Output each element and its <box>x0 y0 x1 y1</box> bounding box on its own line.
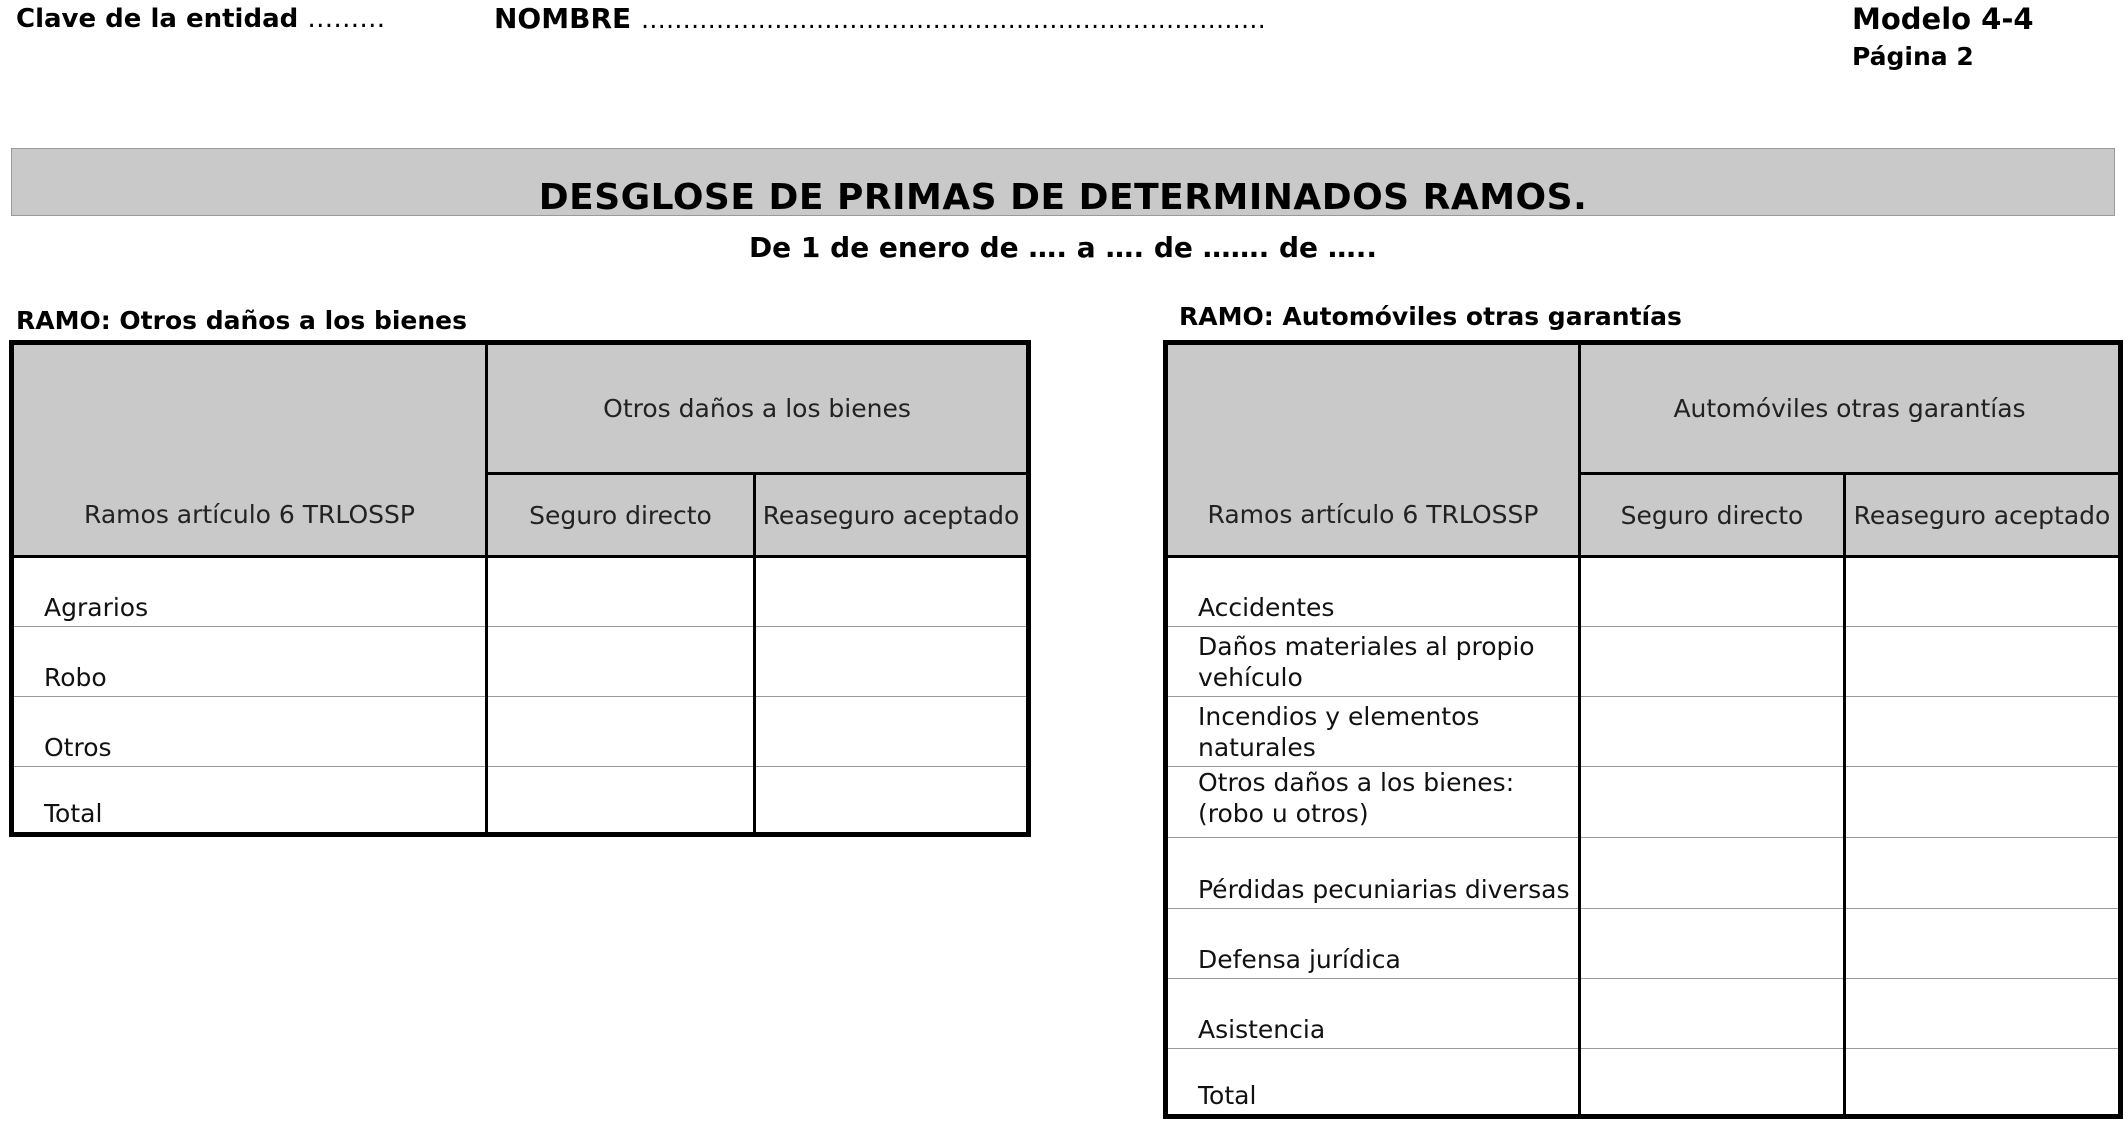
reinsurance-cell[interactable] <box>755 697 1029 767</box>
entity-name-label: NOMBRE <box>494 2 632 35</box>
reinsurance-cell[interactable] <box>1845 627 2121 697</box>
page-number: Página 2 <box>1852 42 1974 71</box>
row-label: Incendios y elementos naturales <box>1166 697 1580 767</box>
row-label: Agrarios <box>12 557 487 627</box>
reinsurance-cell[interactable] <box>1845 909 2121 979</box>
direct-insurance-cell[interactable] <box>1580 767 1845 838</box>
row-label: Asistencia <box>1166 979 1580 1049</box>
reinsurance-cell[interactable] <box>755 627 1029 697</box>
row-label: Daños materiales al propio vehículo <box>1166 627 1580 697</box>
direct-insurance-total-cell[interactable] <box>487 767 755 835</box>
direct-insurance-cell[interactable] <box>1580 697 1845 767</box>
reinsurance-total-cell[interactable] <box>755 767 1029 835</box>
direct-insurance-cell[interactable] <box>487 557 755 627</box>
row-header: Ramos artículo 6 TRLOSSP <box>12 343 487 557</box>
reinsurance-total-cell[interactable] <box>1845 1049 2121 1117</box>
right-premiums-table <box>1163 340 2123 1119</box>
direct-insurance-cell[interactable] <box>487 627 755 697</box>
row-label: Robo <box>12 627 487 697</box>
entity-code-blank: ……… <box>307 4 386 34</box>
reinsurance-cell[interactable] <box>755 557 1029 627</box>
reinsurance-cell[interactable] <box>1845 979 2121 1049</box>
row-label: Pérdidas pecuniarias diversas <box>1166 838 1580 909</box>
column-header-reinsurance: Reaseguro aceptado <box>755 474 1029 557</box>
period-line: De 1 de enero de …. a …. de ……. de ….. <box>748 231 1378 264</box>
reinsurance-cell[interactable] <box>1845 767 2121 838</box>
group-header: Otros daños a los bienes <box>487 343 1029 474</box>
reinsurance-cell[interactable] <box>1845 557 2121 627</box>
total-row-label: Total <box>12 767 487 835</box>
left-ramo-label: RAMO: Otros daños a los bienes <box>16 306 468 335</box>
left-premiums-table <box>9 340 1031 837</box>
row-label: Otros <box>12 697 487 767</box>
row-label: Accidentes <box>1166 557 1580 627</box>
entity-code-label: Clave de la entidad <box>16 4 299 34</box>
right-ramo-label: RAMO: Automóviles otras garantías <box>1179 302 1682 331</box>
column-header-reinsurance: Reaseguro aceptado <box>1845 474 2121 557</box>
title-banner <box>11 148 2115 216</box>
direct-insurance-cell[interactable] <box>1580 838 1845 909</box>
group-header: Automóviles otras garantías <box>1580 343 2121 474</box>
direct-insurance-cell[interactable] <box>1580 557 1845 627</box>
page-title: DESGLOSE DE PRIMAS DE DETERMINADOS RAMOS. <box>538 177 1588 218</box>
total-row-label: Total <box>1166 1049 1580 1117</box>
entity-name-field <box>494 2 1266 35</box>
column-header-direct: Seguro directo <box>1580 474 1845 557</box>
row-header: Ramos artículo 6 TRLOSSP <box>1166 343 1580 557</box>
entity-code-field <box>16 4 385 34</box>
direct-insurance-cell[interactable] <box>1580 909 1845 979</box>
column-header-direct: Seguro directo <box>487 474 755 557</box>
entity-name-blank: ………………………………………………………………… <box>640 5 1266 34</box>
row-label: Defensa jurídica <box>1166 909 1580 979</box>
direct-insurance-cell[interactable] <box>1580 979 1845 1049</box>
direct-insurance-cell[interactable] <box>487 697 755 767</box>
row-label: Otros daños a los bienes: (robo u otros) <box>1166 767 1580 838</box>
reinsurance-cell[interactable] <box>1845 697 2121 767</box>
direct-insurance-total-cell[interactable] <box>1580 1049 1845 1117</box>
direct-insurance-cell[interactable] <box>1580 627 1845 697</box>
model-number: Modelo 4-4 <box>1852 2 2034 36</box>
reinsurance-cell[interactable] <box>1845 838 2121 909</box>
